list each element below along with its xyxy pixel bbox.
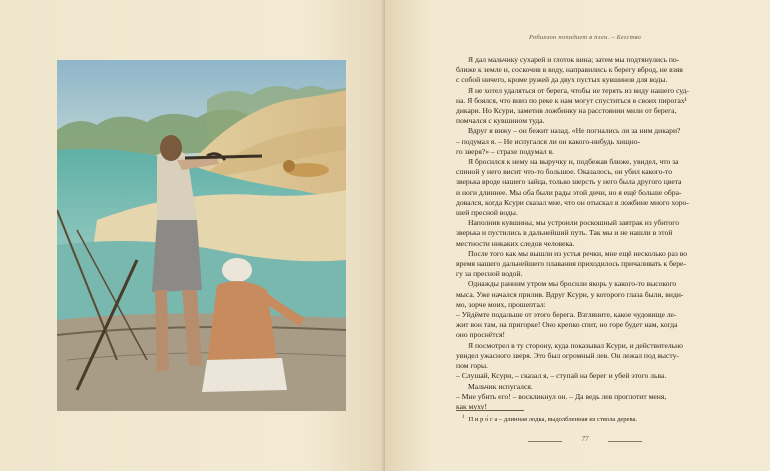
text-line: – подумал я. – Не испугался ли он какого-нибудь хищно-	[456, 136, 641, 146]
text-line: После того как мы вышли из устья речки, мне ещё несколько раз во	[468, 248, 688, 258]
page-number-block	[528, 434, 642, 448]
text-line: на. Я боялся, что вниз по реке к нам могут спуститься в своих пирогах¹	[456, 95, 687, 105]
text-line: ближе к земле и, соскочив в воду, направились к берегу вброд, не взяв	[456, 65, 683, 75]
footnote-text: П и р о́ г а – длинная лодка, выдолбленная из ствола дерева.	[468, 416, 638, 424]
body-text	[456, 55, 718, 412]
illustration-robinson-shooting	[57, 60, 346, 411]
text-line: Однажды ранним утром мы бросили якорь у какого-то высокого	[468, 279, 677, 289]
text-line: довался, когда Ксури сказал мне, что он отыскал в ложбине много хоро-	[456, 197, 689, 207]
text-line: время нашего дальнейшего плавания приходилось причаливать к бере-	[456, 259, 686, 269]
text-line: Я не хотел удаляться от берега, чтобы не терять из виду нашего суд-	[468, 85, 689, 95]
text-line: и ноги длиннее. Мы оба были рады этой дичи, но я ещё больше обра-	[456, 187, 682, 197]
text-line: Мальчик испугался.	[468, 381, 533, 391]
footnote	[456, 413, 718, 424]
text-line: оно проснётся!	[456, 330, 506, 340]
text-line: – Мне убить его! – воскликнул он. – Да ведь лев проглотит меня,	[456, 391, 667, 401]
text-line: Я посмотрел в ту сторону, куда показывал Ксури, и действительно	[468, 340, 683, 350]
text-line: с собой ничего, кроме ружей да двух пустых кувшинов для воды.	[456, 75, 668, 85]
text-line: Вдруг я вижу – он бежит назад. «Не погнались ли за ним дикари?	[468, 126, 681, 136]
text-line: гу за пресной водой.	[456, 269, 523, 279]
running-head: Робинзон попадает в плен. – Бегство	[528, 34, 642, 41]
text-line: Наполнив кувшины, мы устроили роскошный завтрак из убитого	[468, 218, 680, 228]
text-line: жит вон там, на пригорке! Оно крепко спит, но горе будет нам, когда	[456, 320, 678, 330]
text-line: – Слушай, Ксури, – сказал я, – ступай на берег и убей этого льва.	[456, 371, 667, 381]
text-line: Я бросился к нему на выручку и, подбежав ближе, увидел, что за	[468, 157, 679, 167]
text-line: шей пресной воды.	[456, 208, 518, 218]
text-line: местности никаких следов человека.	[456, 238, 575, 248]
footnote-mark: 1	[462, 415, 465, 420]
text-line: – Уйдёмте подальше от этого берега. Взгляните, какое чудовище ле-	[456, 310, 677, 320]
text-line: помчался с кувшином туда.	[456, 116, 545, 126]
text-line: как муху!	[456, 401, 487, 411]
text-line: зверька вроде нашего зайца, только шерсть у него была другого цвета	[456, 177, 682, 187]
text-line: Я дал мальчику сухарей и глоток вина; затем мы подтянулись по-	[468, 55, 680, 64]
text-line: мыса. Уже начался прилив. Вдруг Ксури, у которого глаза были, види-	[456, 289, 684, 299]
text-line: дикари. Но Ксури, заметив ложбинку на расстоянии мили от берега,	[456, 106, 677, 116]
text-line: мо, зорче моих, прошептал:	[456, 299, 546, 309]
text-line: увидел ужасного зверя. Это был огромный лев. Он лежал под высту-	[456, 350, 679, 360]
folio-rule-right	[608, 441, 642, 442]
text-line: спиной у него висит что-то большое. Оказалось, он убил какого-то	[456, 167, 673, 177]
text-line: зверька и пустились в дальнейший путь. Так мы и не нашли в этой	[456, 228, 673, 238]
text-line: го зверя?» – страхе подумал я.	[456, 146, 554, 156]
text-line: пом горы.	[456, 361, 488, 371]
footnote-rule	[456, 410, 524, 411]
page-number: 77	[581, 435, 589, 443]
